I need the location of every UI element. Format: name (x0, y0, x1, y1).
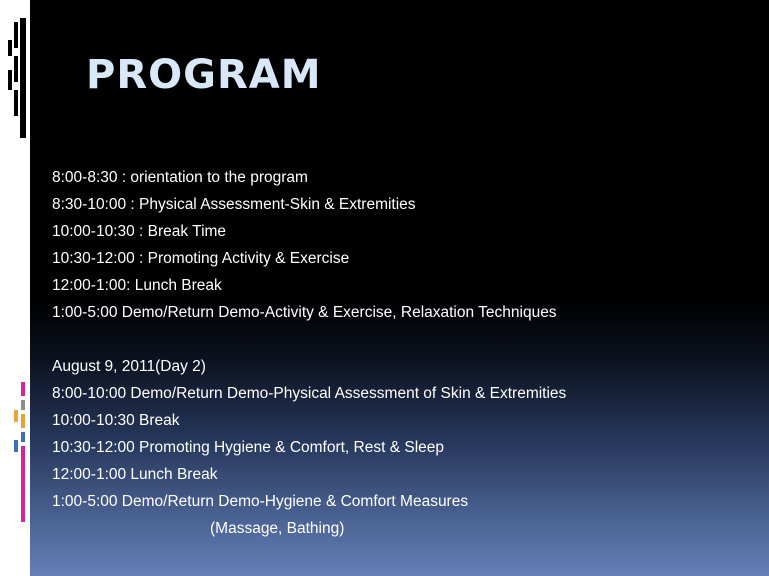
day-heading: August 9, 2011(Day 2) (52, 358, 206, 375)
agenda-item: 10:00-10:30 : Break Time (52, 223, 227, 240)
agenda-item: 10:30-12:00 : Promoting Activity & Exercise (52, 250, 350, 267)
agenda-item: 12:00-1:00 Lunch Break (52, 466, 218, 483)
slide-title: PROGRAM (86, 52, 322, 98)
agenda-item: 8:30-10:00 : Physical Assessment-Skin & Extremities (52, 196, 416, 213)
agenda-item: 8:00-10:00 Demo/Return Demo-Physical Assessment of Skin & Extremities (52, 385, 567, 402)
agenda-item: 8:00-8:30 : orientation to the program (52, 169, 308, 186)
agenda-spacer (52, 326, 752, 353)
agenda-item: 1:00-5:00 Demo/Return Demo-Activity & Exercise, Relaxation Techniques (52, 304, 557, 321)
agenda-list (52, 164, 752, 542)
agenda-item: 1:00-5:00 Demo/Return Demo-Hygiene & Comfort Measures (52, 493, 469, 510)
agenda-item: 10:30-12:00 Promoting Hygiene & Comfort, Rest & Sleep (52, 439, 445, 456)
agenda-item: 12:00-1:00: Lunch Break (52, 277, 222, 294)
agenda-item: 10:00-10:30 Break (52, 412, 180, 429)
agenda-item-note: (Massage, Bathing) (210, 520, 345, 537)
